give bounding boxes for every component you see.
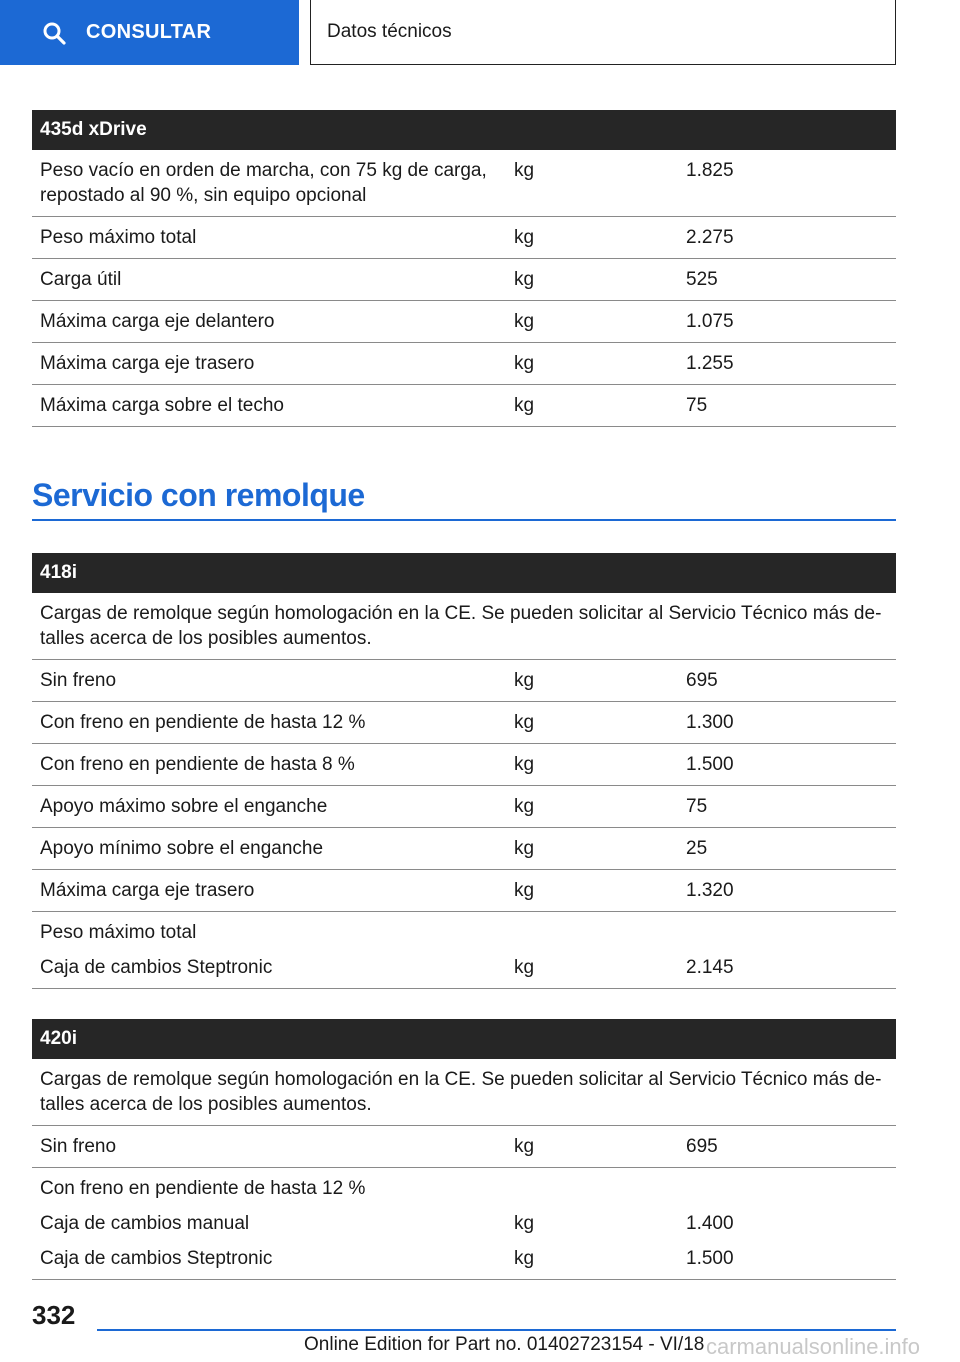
row-unit: kg	[506, 702, 678, 744]
row-label: Máxima carga eje trasero	[32, 343, 506, 385]
spec-table-420i	[32, 1019, 896, 1280]
row-unit: kg	[506, 1126, 678, 1168]
watermark: carmanualsonline.info	[706, 1334, 921, 1359]
table-note-row	[32, 1059, 896, 1126]
row-value: 695	[678, 1126, 896, 1168]
table-row	[32, 150, 896, 217]
row-label: Caja de cambios Steptronic	[32, 949, 506, 989]
table-title: 420i	[32, 1019, 896, 1059]
table-row	[32, 259, 896, 301]
table-row	[32, 702, 896, 744]
row-value: 1.500	[678, 1240, 896, 1280]
table-note: Cargas de remolque según homologación en la CE. Se pueden solicitar al Servicio Técnico más de-talles acerca de los posibles aumentos.	[32, 1059, 896, 1126]
table-row	[32, 744, 896, 786]
table-row	[32, 1126, 896, 1168]
spec-table-435d	[32, 110, 896, 427]
table-group-row	[32, 912, 896, 950]
row-value: 1.400	[686, 1213, 734, 1234]
row-label: Sin freno	[32, 1126, 506, 1168]
row-value: 525	[678, 259, 896, 301]
row-unit: kg	[506, 150, 678, 217]
row-unit: kg	[506, 870, 678, 912]
table-row	[32, 1240, 896, 1280]
group-label: Peso máximo total	[40, 922, 197, 943]
table-row	[32, 1205, 896, 1240]
row-unit: kg	[506, 259, 678, 301]
row-label: Con freno en pendiente de hasta 12 %	[32, 702, 506, 744]
table-title: 418i	[32, 553, 896, 593]
row-unit: kg	[506, 786, 678, 828]
row-label: Máxima carga eje trasero	[32, 870, 506, 912]
row-label: Apoyo mínimo sobre el enganche	[32, 828, 506, 870]
table-row	[32, 828, 896, 870]
row-unit: kg	[506, 744, 678, 786]
row-unit: kg	[506, 1240, 678, 1280]
section-heading: Servicio con remolque	[32, 477, 896, 521]
page-number: 332	[32, 1300, 76, 1330]
row-value: 2.145	[678, 949, 896, 989]
footer-divider	[97, 1329, 896, 1331]
section-label: Datos técnicos	[327, 21, 452, 42]
row-value: 2.275	[678, 217, 896, 259]
row-label: Carga útil	[32, 259, 506, 301]
table-row	[32, 870, 896, 912]
row-unit: kg	[506, 660, 678, 702]
table-row	[32, 385, 896, 427]
row-value: 75	[678, 786, 896, 828]
row-value: 1.320	[678, 870, 896, 912]
table-row	[32, 301, 896, 343]
consult-label: CONSULTAR	[86, 21, 212, 43]
consult-button[interactable]	[0, 0, 299, 65]
search-icon	[42, 21, 66, 45]
table-row	[32, 949, 896, 989]
row-unit: kg	[506, 301, 678, 343]
row-value: 25	[678, 828, 896, 870]
row-label: Caja de cambios manual	[40, 1213, 250, 1234]
table-group-row	[32, 1168, 896, 1206]
table-row	[32, 217, 896, 259]
row-unit: kg	[514, 1213, 535, 1234]
row-value: 1.300	[678, 702, 896, 744]
group-label: Con freno en pendiente de hasta 12 %	[40, 1178, 366, 1199]
row-label: Máxima carga sobre el techo	[32, 385, 506, 427]
page-content	[32, 110, 896, 1280]
row-label: Máxima carga eje delantero	[32, 301, 506, 343]
table-note: Cargas de remolque según homologación en la CE. Se pueden solicitar al Servicio Técnico más de-talles acerca de los posibles aumentos.	[32, 593, 896, 660]
row-value: 695	[678, 660, 896, 702]
row-label: Caja de cambios Steptronic	[32, 1240, 506, 1280]
row-unit: kg	[506, 828, 678, 870]
row-unit: kg	[506, 385, 678, 427]
row-label: Apoyo máximo sobre el enganche	[32, 786, 506, 828]
row-unit: kg	[506, 343, 678, 385]
table-row	[32, 786, 896, 828]
row-label: Sin freno	[32, 660, 506, 702]
section-breadcrumb[interactable]	[310, 0, 896, 65]
row-value: 1.500	[678, 744, 896, 786]
table-row	[32, 660, 896, 702]
spec-table-418i	[32, 553, 896, 989]
edition-text: Online Edition for Part no. 01402723154 - VI/18	[304, 1334, 705, 1355]
row-value: 75	[678, 385, 896, 427]
row-value: 1.075	[678, 301, 896, 343]
table-row	[32, 343, 896, 385]
table-title: 435d xDrive	[32, 110, 896, 150]
row-unit: kg	[506, 949, 678, 989]
row-value: 1.255	[678, 343, 896, 385]
table-note-row	[32, 593, 896, 660]
row-label: Con freno en pendiente de hasta 8 %	[32, 744, 506, 786]
row-value: 1.825	[678, 150, 896, 217]
row-unit: kg	[506, 217, 678, 259]
row-label: Peso máximo total	[32, 217, 506, 259]
row-label: Peso vacío en orden de marcha, con 75 kg de carga, repostado al 90 %, sin equipo opcional	[32, 150, 506, 217]
